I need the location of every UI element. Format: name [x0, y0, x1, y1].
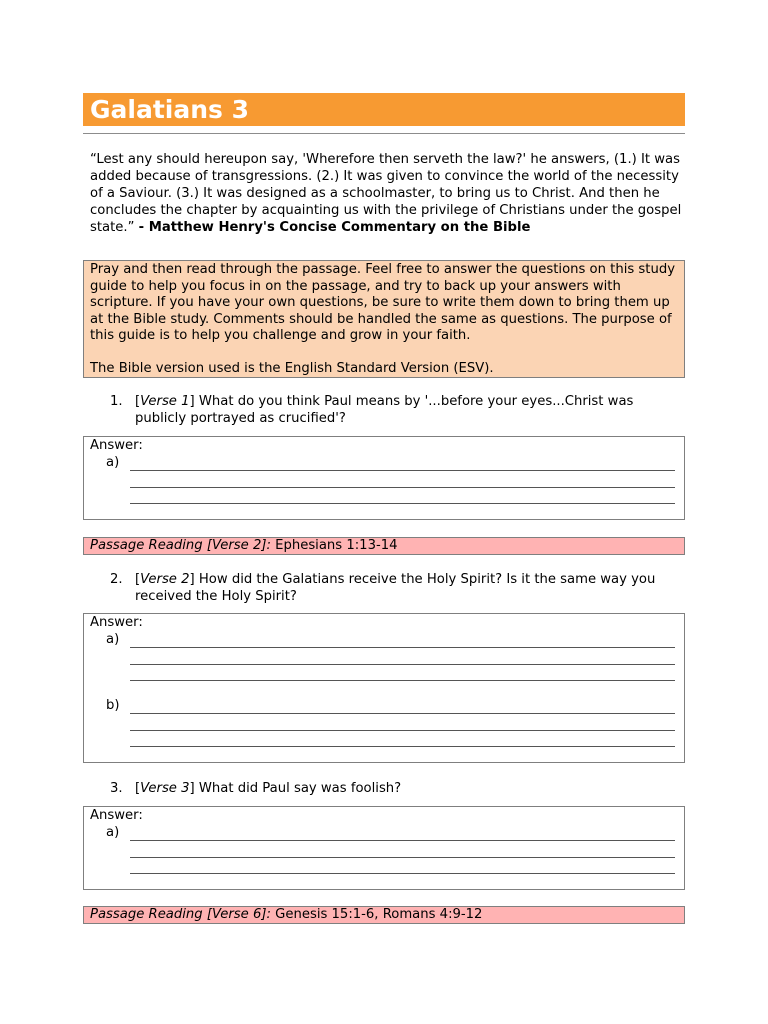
answer-item-a: a)	[106, 455, 120, 470]
answer-line[interactable]	[130, 470, 675, 471]
verse-ref: Verse 3	[140, 781, 190, 796]
passage-reading-label: Passage Reading [Verse 2]:	[90, 538, 271, 553]
title-divider	[83, 133, 685, 134]
answer-box-3[interactable]	[83, 806, 685, 890]
answer-item-b: b)	[106, 698, 120, 713]
passage-reading-bar	[83, 906, 685, 924]
answer-line[interactable]	[130, 857, 675, 858]
question-text: What do you think Paul means by '...before your eyes...Christ was publicly portrayed as crucified'?	[135, 394, 634, 426]
passage-reading-label: Passage Reading [Verse 6]:	[90, 907, 271, 922]
answer-line[interactable]	[130, 680, 675, 681]
answer-label: Answer:	[90, 615, 143, 630]
answer-line[interactable]	[130, 840, 675, 841]
answer-line[interactable]	[130, 873, 675, 874]
answer-item-a: a)	[106, 632, 120, 647]
answer-line[interactable]	[130, 664, 675, 665]
answer-line[interactable]	[130, 746, 675, 747]
question-text: How did the Galatians receive the Holy Spirit? Is it the same way you received the Holy Spirit?	[135, 572, 656, 604]
instructions-box	[83, 260, 685, 378]
commentary-quote	[90, 151, 690, 236]
passage-reading-refs: Ephesians 1:13-14	[275, 538, 398, 553]
answer-line[interactable]	[130, 647, 675, 648]
quote-attribution: - Matthew Henry's Concise Commentary on the Bible	[138, 220, 531, 235]
title-bar	[83, 93, 685, 126]
verse-ref: Verse 1	[140, 394, 190, 409]
quote-text: “Lest any should hereupon say, 'Wherefore then serveth the law?' he answers, (1.) It was added because of transgressions. (2.) It was given to convince the world of the necessity of a Saviour. (3.) It was designed as a schoolmaster, to bring us to Christ. And then he concludes the chapter by acquainting us with the privilege of Christians under the gospel state.”	[90, 152, 682, 235]
answer-line[interactable]	[130, 730, 675, 731]
question-1: 1. [Verse 1] What do you think Paul means by '...before your eyes...Christ was publicly portrayed as crucified'?	[110, 394, 634, 426]
question-3: 3. [Verse 3] What did Paul say was foolish?	[110, 781, 402, 796]
question-number: 3.	[110, 781, 123, 796]
answer-box-2[interactable]	[83, 613, 685, 763]
question-number: 2.	[110, 572, 123, 587]
page-title: Galatians 3	[90, 95, 249, 124]
answer-label: Answer:	[90, 438, 143, 453]
answer-box-1[interactable]	[83, 436, 685, 520]
passage-reading-bar	[83, 537, 685, 555]
question-number: 1.	[110, 394, 123, 409]
question-text: What did Paul say was foolish?	[198, 781, 402, 796]
passage-reading-refs: Genesis 15:1-6, Romans 4:9-12	[275, 907, 483, 922]
instructions-paragraph: Pray and then read through the passage. Feel free to answer the questions on this study guide to help you focus in on the passage, and try to back up your answers with scripture. If you have your own questions, be sure to write them down to bring them up at the Bible study. Comments should be handled the same as questions. The purpose of this guide is to help you challenge and grow in your faith.	[90, 262, 676, 343]
answer-item-a: a)	[106, 825, 120, 840]
bible-version-note: The Bible version used is the English Standard Version (ESV).	[90, 360, 494, 376]
answer-line[interactable]	[130, 713, 675, 714]
answer-line[interactable]	[130, 487, 675, 488]
question-2: 2. [Verse 2] How did the Galatians receive the Holy Spirit? Is it the same way you received the Holy Spirit?	[110, 572, 656, 604]
verse-ref: Verse 2	[140, 572, 190, 587]
answer-line[interactable]	[130, 503, 675, 504]
answer-label: Answer:	[90, 808, 143, 823]
